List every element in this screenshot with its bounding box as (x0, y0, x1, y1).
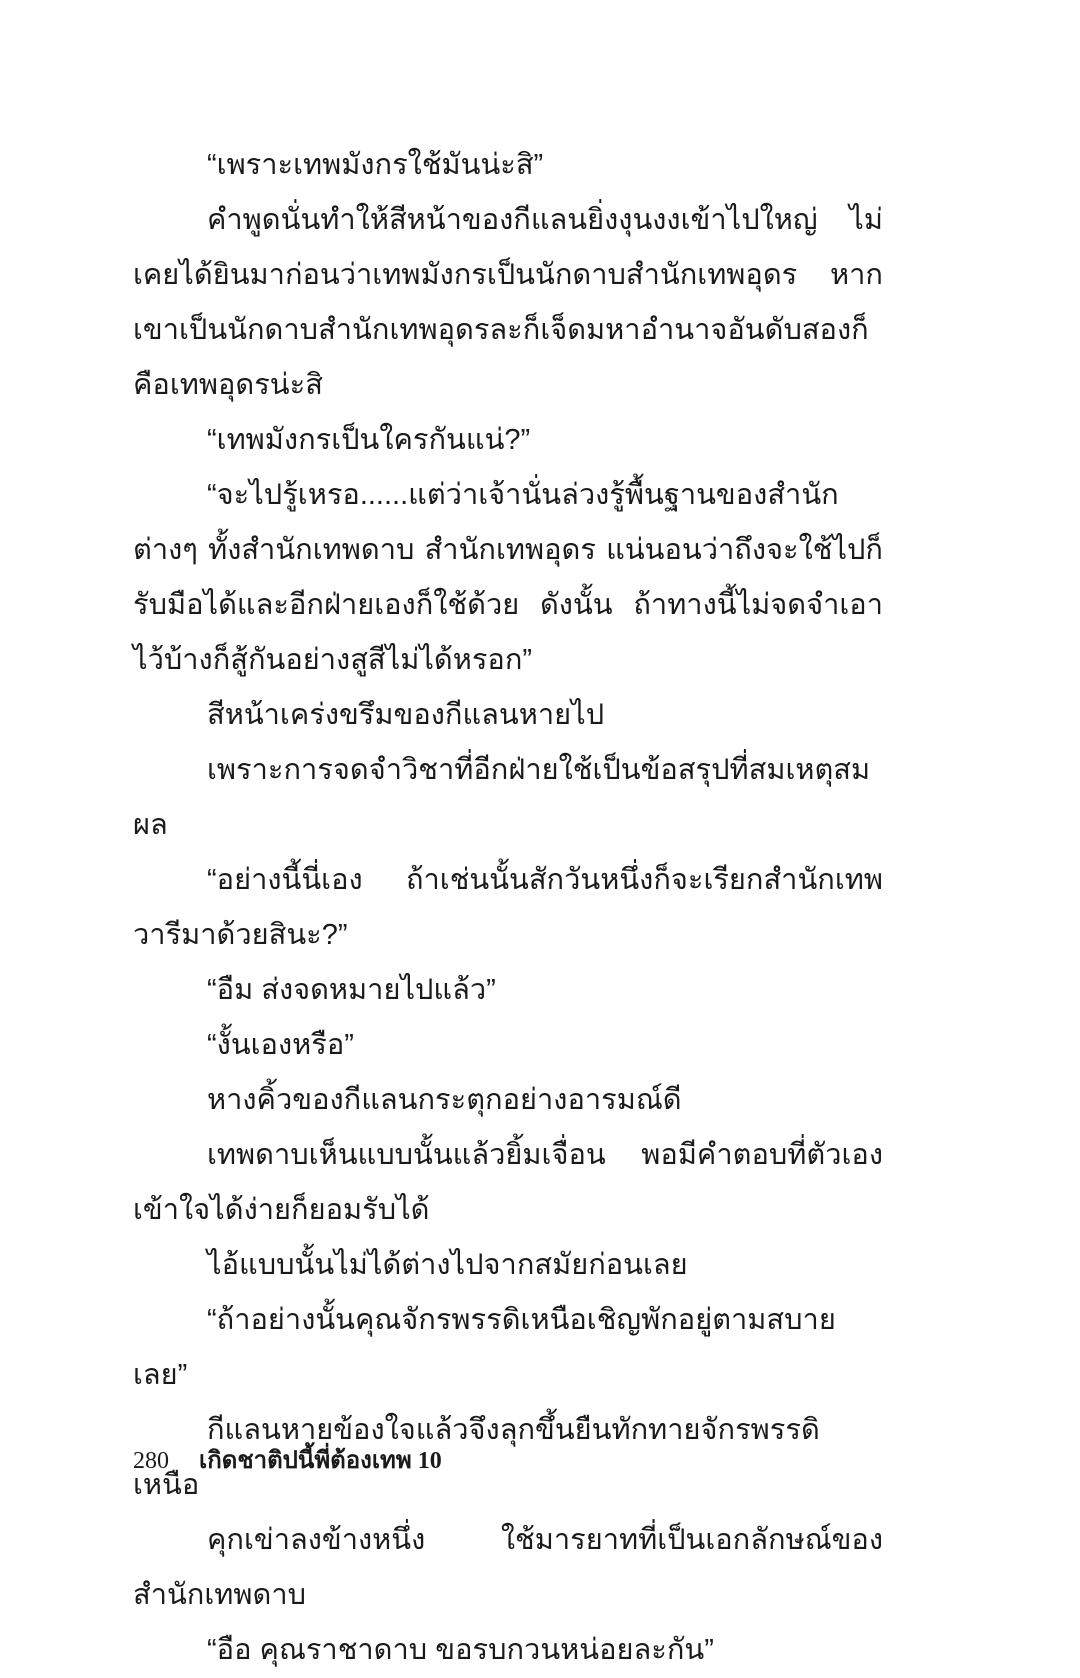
paragraph-dialogue: “งั้นเองหรือ” (207, 1029, 354, 1061)
paragraph-narration: เทพดาบเห็นแบบนั้นแล้วยิ้มเจื่อน พอมีคำตอบที่ตัวเองเข้าใจได้ง่ายก็ยอมรับได้ (133, 1139, 883, 1226)
page-footer (133, 1445, 442, 1477)
paragraph-dialogue: “อย่างนี้นี่เอง ถ้าเช่นนั้นสักวันหนึ่งก็จะเรียกสำนักเทพวารีมาด้วยสินะ?” (133, 864, 883, 951)
paragraph-dialogue: “จะไปรู้เหรอ......แต่ว่าเจ้านั่นล่วงรู้พื้นฐานของสำนักต่างๆ ทั้งสำนักเทพดาบ สำนักเทพอุดร แน่นอนว่าถึงจะใช้ไปก็รับมือได้และอีกฝ่ายเองก็ใช้ด้วย ดังนั้น ถ้าทางนี้ไม่จดจำเอาไว้บ้างก็สู้กันอย่างสูสีไม่ได้หรอก” (133, 479, 883, 676)
paragraph-narration: กีแลนหายข้องใจแล้วจึงลุกขึ้นยืนทักทายจักรพรรดิเหนือ (133, 1414, 820, 1501)
paragraph-dialogue: “อือ คุณราชาดาบ ขอรบกวนหน่อยละกัน” (207, 1634, 714, 1666)
page-number: 280 (133, 1448, 169, 1474)
paragraph-narration: สีหน้าเคร่งขรึมของกีแลนหายไป (207, 699, 605, 731)
paragraph-dialogue: “เทพมังกรเป็นใครกันแน่?” (207, 424, 531, 456)
paragraph-narration: เพราะการจดจำวิชาที่อีกฝ่ายใช้เป็นข้อสรุปที่สมเหตุสมผล (133, 754, 871, 841)
paragraph-narration: หางคิ้วของกีแลนกระตุกอย่างอารมณ์ดี (207, 1084, 682, 1116)
paragraph-narration: ไอ้แบบนั้นไม่ได้ต่างไปจากสมัยก่อนเลย (207, 1249, 688, 1281)
book-title: เกิดชาติปนี้พี่ต้องเทพ 10 (199, 1448, 442, 1474)
paragraph-dialogue: “ถ้าอย่างนั้นคุณจักรพรรดิเหนือเชิญพักอยู่ตามสบายเลย” (133, 1304, 836, 1391)
paragraph-narration: คำพูดนั่นทำให้สีหน้าของกีแลนยิ่งงุนงงเข้าไปใหญ่ ไม่เคยได้ยินมาก่อนว่าเทพมังกรเป็นนักดาบสำนักเทพอุดร หากเขาเป็นนักดาบสำนักเทพอุดรละก็เจ็ดมหาอำนาจอันดับสองก็คือเทพอุดรน่ะสิ (133, 204, 883, 401)
paragraph-narration: คุกเข่าลงข้างหนึ่ง ใช้มารยาทที่เป็นเอกลักษณ์ของสำนักเทพดาบ (133, 1524, 883, 1611)
paragraph-dialogue: “อืม ส่งจดหมายไปแล้ว” (207, 974, 496, 1006)
paragraph-dialogue: “เพราะเทพมังกรใช้มันน่ะสิ” (207, 149, 544, 181)
